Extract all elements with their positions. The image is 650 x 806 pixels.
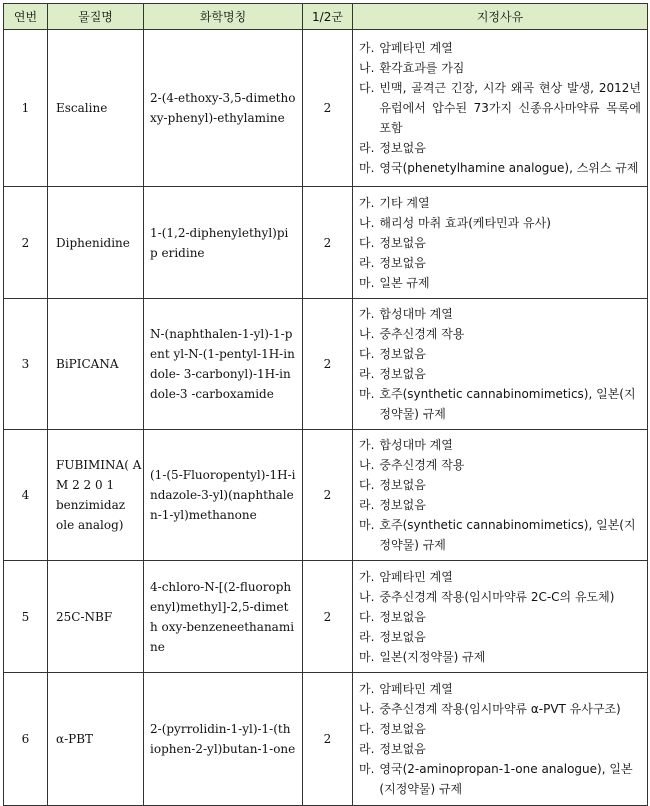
reason-text: 기타 계열 bbox=[379, 195, 430, 210]
row-number: 3 bbox=[4, 299, 48, 430]
header-row bbox=[4, 4, 648, 30]
reason-text: 정보없음 bbox=[379, 498, 426, 512]
reason-item bbox=[359, 567, 641, 587]
substance-name: FUBIMINA( A M 2 2 0 1 benzimidaz ole analog) bbox=[48, 430, 144, 561]
reason-label: 라. bbox=[359, 498, 375, 512]
regulation-table bbox=[3, 3, 648, 806]
reason-item bbox=[359, 78, 641, 138]
reason-label: 나. bbox=[359, 589, 375, 604]
reason-label: 다. bbox=[359, 722, 375, 736]
reason-label: 라. bbox=[359, 629, 375, 644]
row-number: 5 bbox=[4, 561, 48, 673]
reason-label: 가. bbox=[359, 438, 375, 452]
reason-item bbox=[359, 627, 641, 647]
chemical-name: 2-(4-ethoxy-3,5-dimetho xy-phenyl)-ethylamine bbox=[144, 30, 303, 187]
row-number: 2 bbox=[4, 187, 48, 299]
reason-item bbox=[359, 384, 641, 424]
reason-label: 나. bbox=[359, 327, 375, 341]
chemical-name: 1-(1,2-diphenylethyl)pip eridine bbox=[144, 187, 303, 299]
table-row bbox=[4, 673, 648, 806]
reason-text: 합성대마 계열 bbox=[379, 438, 453, 452]
group-value: 2 bbox=[303, 299, 353, 430]
chemical-name: N-(naphthalen-1-yl)-1-pent yl-N-(1-pentyl-1H-indole- 3-carbonyl)-1H-indole-3 -carboxamide bbox=[144, 299, 303, 430]
reason-label: 나. bbox=[359, 702, 375, 716]
reason-text: 정보없음 bbox=[379, 609, 426, 624]
reason-item bbox=[359, 304, 641, 324]
reason-text: 해리성 마취 효과(케타민과 유사) bbox=[379, 215, 551, 230]
reason-item bbox=[359, 213, 641, 233]
reason-label: 마. bbox=[359, 762, 375, 776]
reason-text: 암페타민 계열 bbox=[379, 41, 453, 55]
reason-text: 정보없음 bbox=[379, 141, 426, 155]
reason-item bbox=[359, 273, 641, 293]
reason-label: 다. bbox=[359, 81, 375, 95]
reason-label: 다. bbox=[359, 478, 375, 492]
reason-text: 환각효과를 가짐 bbox=[379, 61, 465, 75]
reason-label: 가. bbox=[359, 41, 375, 55]
reason-label: 라. bbox=[359, 141, 375, 155]
reason-text: 호주(synthetic cannabinomimetics), 일본(지정약물) 규제 bbox=[379, 387, 636, 421]
reason-item bbox=[359, 495, 641, 515]
reason-text: 중추신경계 작용(임시마약류 α-PVT 유사구조) bbox=[379, 702, 621, 716]
reason-item bbox=[359, 647, 641, 667]
reason-item bbox=[359, 435, 641, 455]
reason-text: 정보없음 bbox=[379, 478, 426, 492]
reason-item bbox=[359, 58, 641, 78]
table-row bbox=[4, 299, 648, 430]
reason-cell bbox=[353, 187, 648, 299]
reason-text: 정보없음 bbox=[379, 367, 426, 381]
substance-name: Escaline bbox=[48, 30, 144, 187]
reason-cell bbox=[353, 30, 648, 187]
reason-text: 영국(phenetylhamine analogue), 스위스 규제 bbox=[379, 161, 639, 175]
reason-item bbox=[359, 607, 641, 627]
row-number: 1 bbox=[4, 30, 48, 187]
reason-label: 마. bbox=[359, 387, 375, 401]
reason-item bbox=[359, 699, 641, 719]
table-row bbox=[4, 187, 648, 299]
reason-label: 마. bbox=[359, 275, 375, 290]
chemical-name: 2-(pyrrolidin-1-yl)-1-(th iophen-2-yl)butan-1-one bbox=[144, 673, 303, 806]
reason-label: 마. bbox=[359, 518, 375, 532]
substance-name: α-PBT bbox=[48, 673, 144, 806]
reason-text: 정보없음 bbox=[379, 742, 426, 756]
reason-text: 정보없음 bbox=[379, 347, 426, 361]
substance-name: Diphenidine bbox=[48, 187, 144, 299]
reason-item bbox=[359, 679, 641, 699]
reason-label: 나. bbox=[359, 215, 375, 230]
group-value: 2 bbox=[303, 673, 353, 806]
reason-text: 합성대마 계열 bbox=[379, 307, 453, 321]
chemical-name: (1-(5-Fluoropentyl)-1H-i ndazole-3-yl)(naphthale n-1-yl)methanone bbox=[144, 430, 303, 561]
reason-text: 중추신경계 작용(임시마약류 2C-C의 유도체) bbox=[379, 589, 615, 604]
reason-label: 나. bbox=[359, 61, 375, 75]
reason-item bbox=[359, 739, 641, 759]
reason-text: 일본(지정약물) 규제 bbox=[379, 649, 486, 664]
table-row bbox=[4, 30, 648, 187]
reason-item bbox=[359, 364, 641, 384]
reason-item bbox=[359, 158, 641, 178]
reason-label: 다. bbox=[359, 235, 375, 250]
reason-cell bbox=[353, 673, 648, 806]
row-number: 6 bbox=[4, 673, 48, 806]
reason-text: 정보없음 bbox=[379, 255, 426, 270]
reason-item bbox=[359, 233, 641, 253]
reason-item bbox=[359, 759, 641, 799]
reason-label: 라. bbox=[359, 255, 375, 270]
reason-item bbox=[359, 719, 641, 739]
reason-cell bbox=[353, 299, 648, 430]
reason-label: 마. bbox=[359, 649, 375, 664]
table-row bbox=[4, 430, 648, 561]
reason-item bbox=[359, 455, 641, 475]
reason-item bbox=[359, 587, 641, 607]
reason-item bbox=[359, 515, 641, 555]
substance-name: BiPICANA bbox=[48, 299, 144, 430]
reason-cell bbox=[353, 430, 648, 561]
group-value: 2 bbox=[303, 30, 353, 187]
reason-item bbox=[359, 253, 641, 273]
reason-label: 가. bbox=[359, 569, 375, 584]
reason-text: 일본 규제 bbox=[379, 275, 430, 290]
row-number: 4 bbox=[4, 430, 48, 561]
reason-label: 가. bbox=[359, 682, 375, 696]
reason-label: 가. bbox=[359, 195, 375, 210]
substance-name: 25C-NBF bbox=[48, 561, 144, 673]
group-value: 2 bbox=[303, 430, 353, 561]
group-value: 2 bbox=[303, 561, 353, 673]
reason-label: 다. bbox=[359, 347, 375, 361]
reason-item bbox=[359, 324, 641, 344]
reason-text: 빈맥, 골격근 긴장, 시각 왜곡 현상 발생, 2012년 유럽에서 압수된 73가지 신종유사마약류 목록에 포함 bbox=[379, 81, 641, 135]
header-no: 연번 bbox=[4, 4, 48, 30]
group-value: 2 bbox=[303, 187, 353, 299]
reason-text: 정보없음 bbox=[379, 722, 426, 736]
reason-item bbox=[359, 344, 641, 364]
reason-text: 중추신경계 작용 bbox=[379, 327, 465, 341]
reason-cell bbox=[353, 561, 648, 673]
reason-text: 호주(synthetic cannabinomimetics), 일본(지정약물) 규제 bbox=[379, 518, 636, 552]
reason-label: 다. bbox=[359, 609, 375, 624]
header-chemical-name: 화학명칭 bbox=[144, 4, 303, 30]
reason-text: 영국(2-aminopropan-1-one analogue), 일본(지정약물) 규제 bbox=[379, 762, 633, 796]
header-substance: 물질명 bbox=[48, 4, 144, 30]
table-row bbox=[4, 561, 648, 673]
reason-label: 마. bbox=[359, 161, 375, 175]
reason-item bbox=[359, 475, 641, 495]
reason-text: 중추신경계 작용 bbox=[379, 458, 465, 472]
header-group: 1/2군 bbox=[303, 4, 353, 30]
reason-text: 정보없음 bbox=[379, 235, 426, 250]
reason-label: 라. bbox=[359, 742, 375, 756]
reason-label: 나. bbox=[359, 458, 375, 472]
reason-text: 암페타민 계열 bbox=[379, 569, 453, 584]
reason-text: 정보없음 bbox=[379, 629, 426, 644]
reason-label: 가. bbox=[359, 307, 375, 321]
reason-item bbox=[359, 38, 641, 58]
chemical-name: 4-chloro-N-[(2-fluoroph enyl)methyl]-2,5-dimeth oxy-benzeneethanamine bbox=[144, 561, 303, 673]
reason-item bbox=[359, 138, 641, 158]
reason-item bbox=[359, 193, 641, 213]
header-reason: 지정사유 bbox=[353, 4, 648, 30]
reason-label: 라. bbox=[359, 367, 375, 381]
reason-text: 암페타민 계열 bbox=[379, 682, 453, 696]
